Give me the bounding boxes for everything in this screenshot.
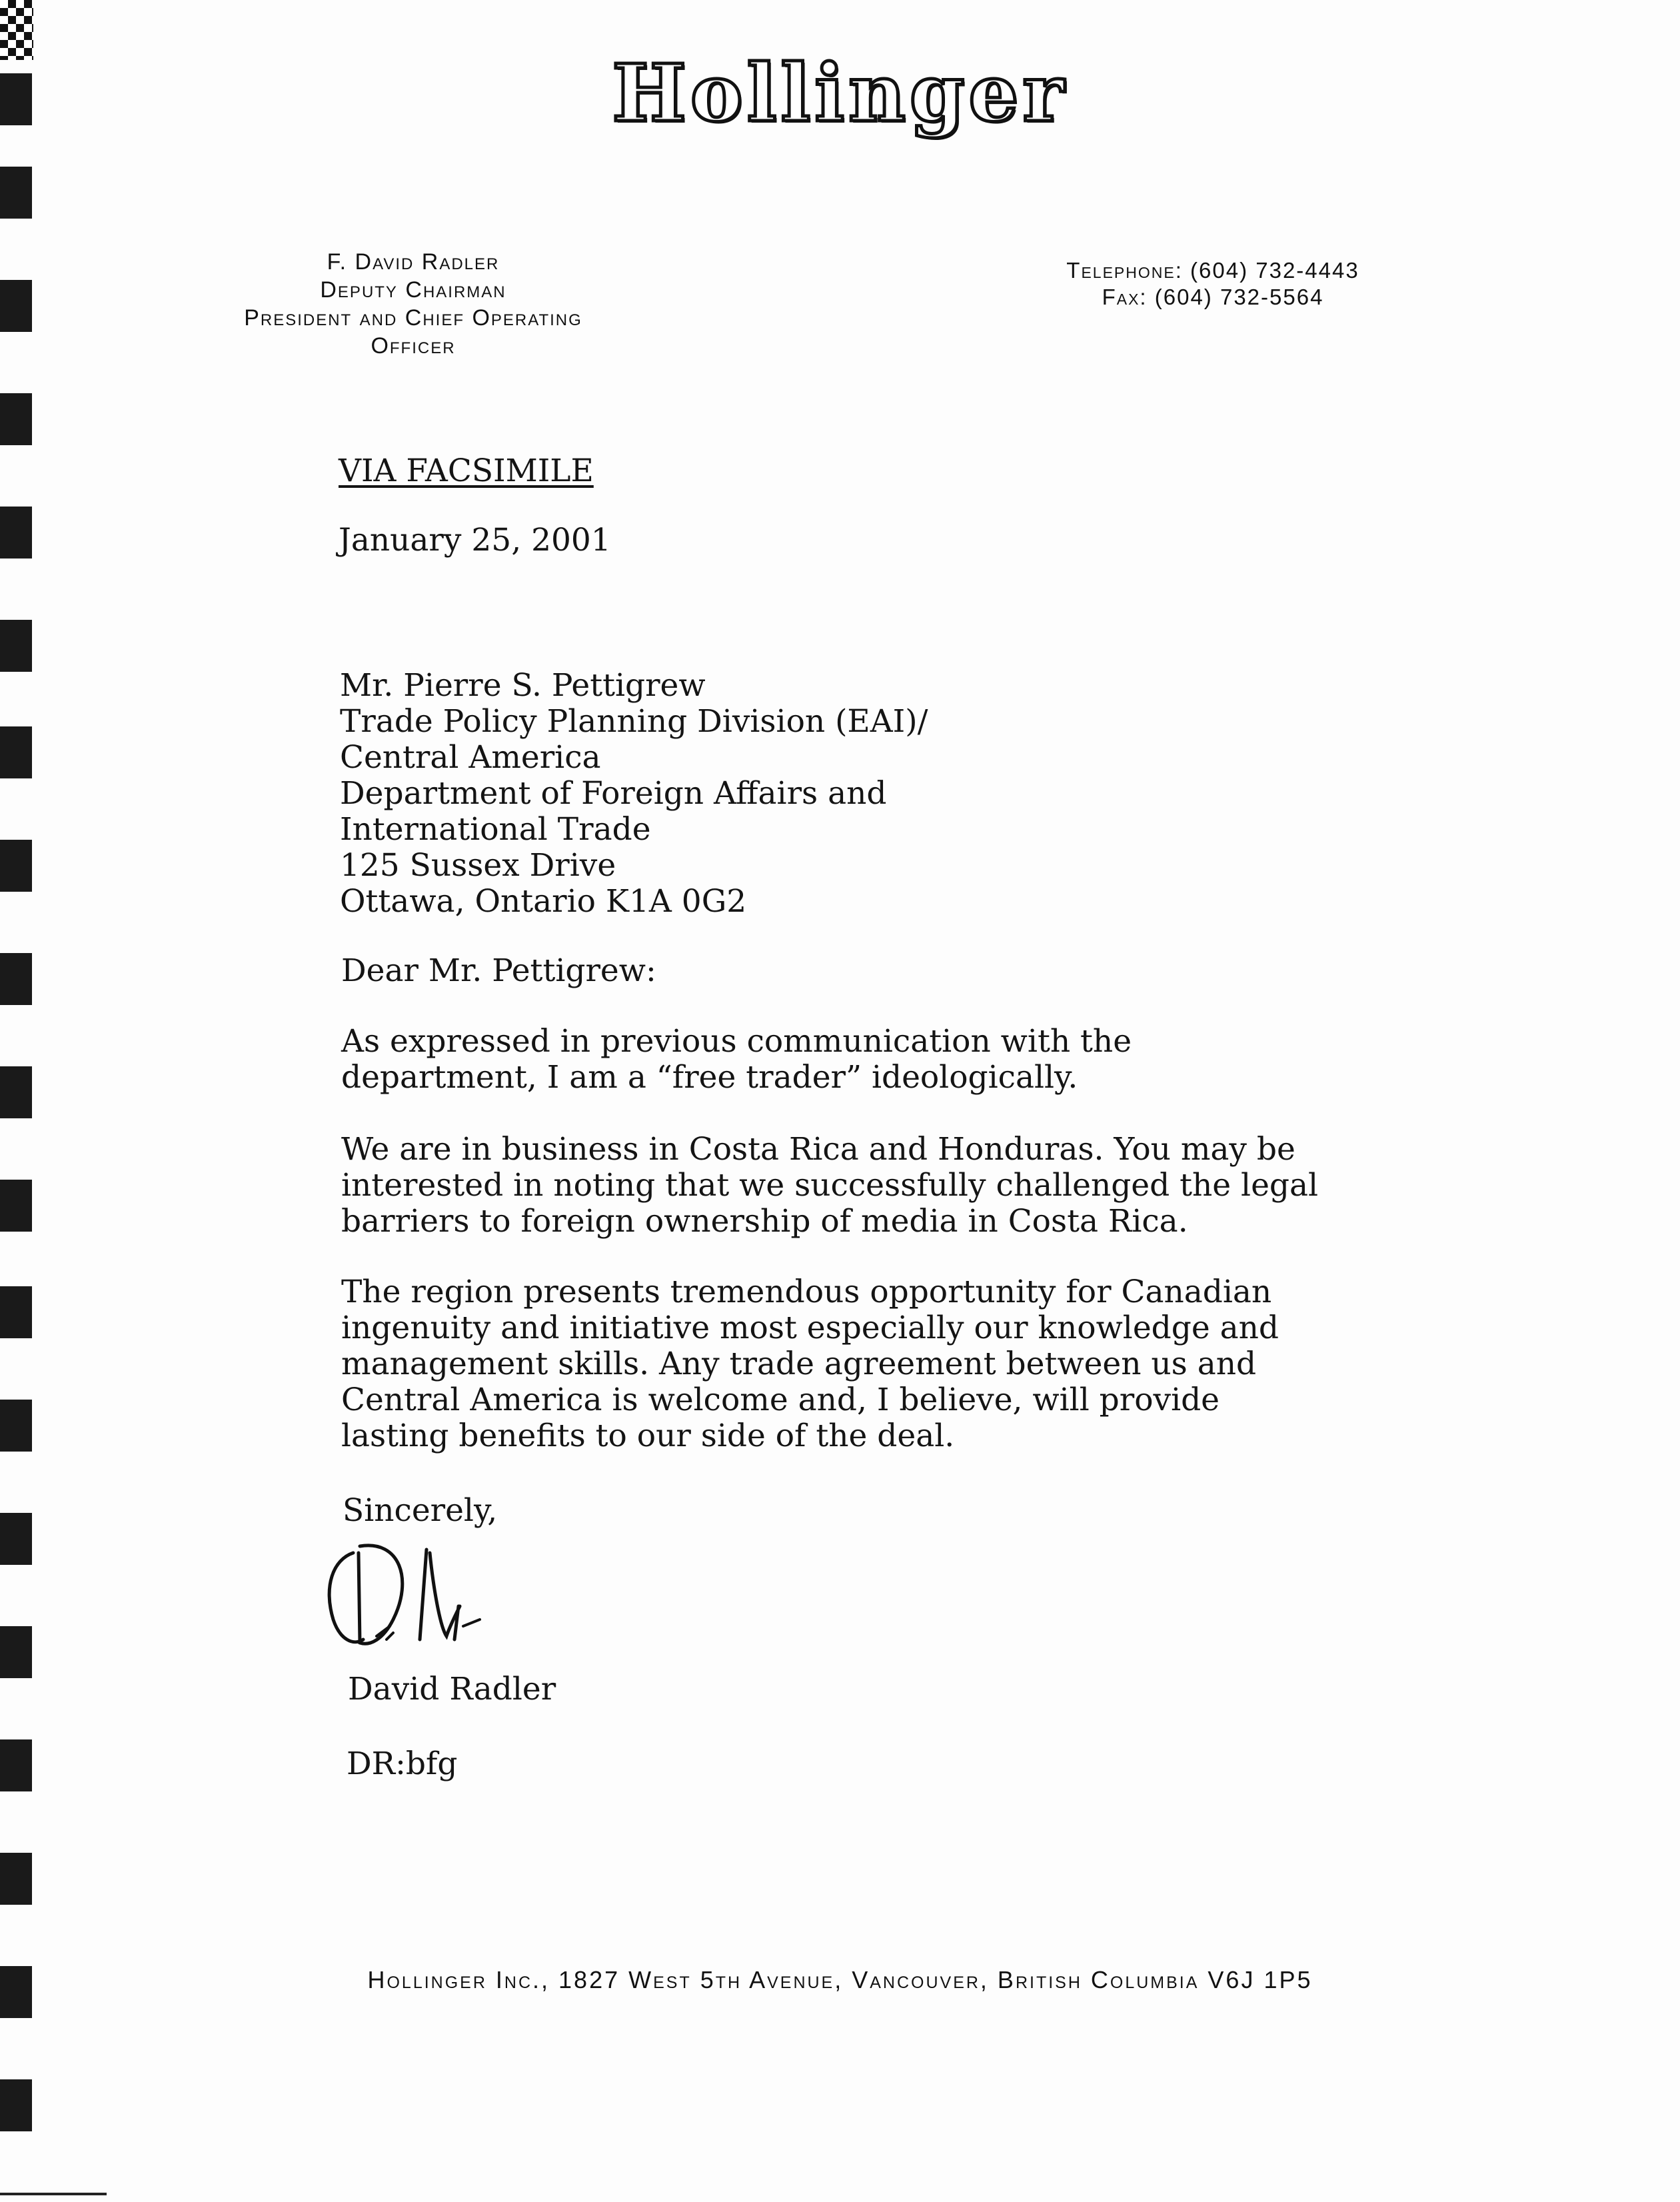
address-line: Mr. Pierre S. Pettigrew	[340, 667, 706, 704]
binding-mark	[0, 1853, 32, 1905]
contact-block	[1040, 257, 1386, 311]
paragraph-2	[341, 1131, 1319, 1240]
binding-mark	[0, 393, 32, 445]
paragraph-1	[341, 1024, 1301, 1096]
salutation: Dear Mr. Pettigrew:	[341, 952, 656, 989]
typist-initials: DR:bfg	[347, 1745, 458, 1782]
delivery-method: VIA FACSIMILE	[339, 453, 594, 489]
recipient-address	[340, 668, 928, 920]
address-line: Ottawa, Ontario K1A 0G2	[340, 883, 747, 920]
signer-name: David Radler	[348, 1671, 556, 1707]
paragraph-line: management skills. Any trade agreement between us and	[341, 1346, 1257, 1382]
paragraph-line: As expressed in previous communication with the	[341, 1023, 1132, 1060]
company-logo: Hollinger	[612, 47, 1068, 139]
handwritten-signature	[313, 1526, 513, 1673]
paragraph-line: interested in noting that we successfully challenged the legal	[341, 1167, 1319, 1204]
binding-mark	[0, 1400, 32, 1452]
telephone-number: Telephone: (604) 732-4443	[1066, 258, 1359, 283]
letter-date: January 25, 2001	[339, 522, 611, 558]
binding-mark	[0, 1626, 32, 1678]
paragraph-line: ingenuity and initiative most especially our knowledge and	[341, 1310, 1279, 1346]
binding-mark	[0, 2079, 32, 2131]
binding-mark	[0, 953, 32, 1005]
executive-title: President and Chief Operating Officer	[244, 305, 582, 359]
binding-mark	[0, 280, 32, 332]
footer-address: Hollinger Inc., 1827 West 5th Avenue, Vancouver, British Columbia V6J 1P5	[367, 1966, 1313, 1993]
binding-mark	[0, 1180, 32, 1232]
scan-bottom-mark	[0, 2193, 107, 2195]
scan-edge-marks	[0, 0, 40, 2202]
address-line: Central America	[340, 739, 601, 776]
executive-block	[200, 248, 626, 360]
executive-name: F. David Radler	[327, 249, 500, 275]
binding-mark	[0, 507, 32, 558]
address-line: Trade Policy Planning Division (EAI)/	[340, 703, 928, 740]
address-line: 125 Sussex Drive	[340, 847, 616, 884]
paragraph-line: lasting benefits to our side of the deal.	[341, 1418, 955, 1454]
binding-mark	[0, 620, 32, 672]
binding-mark	[0, 1286, 32, 1338]
binding-mark	[0, 1513, 32, 1565]
binding-mark	[0, 1739, 32, 1791]
address-line: International Trade	[340, 811, 651, 848]
binding-mark	[0, 167, 32, 219]
paragraph-line: The region presents tremendous opportunity for Canadian	[341, 1274, 1272, 1310]
fax-number: Fax: (604) 732-5564	[1102, 285, 1324, 309]
binding-mark	[0, 726, 32, 778]
binding-mark	[0, 840, 32, 892]
paragraph-line: department, I am a “free trader” ideologically.	[341, 1059, 1078, 1096]
closing: Sincerely,	[343, 1492, 498, 1529]
paragraph-line: barriers to foreign ownership of media in Costa Rica.	[341, 1203, 1188, 1240]
paragraph-3	[341, 1274, 1301, 1454]
address-line: Department of Foreign Affairs and	[340, 775, 887, 812]
paragraph-line: Central America is welcome and, I believe, will provide	[341, 1382, 1220, 1418]
binding-mark	[0, 1066, 32, 1118]
executive-title: Deputy Chairman	[320, 277, 506, 303]
paragraph-line: We are in business in Costa Rica and Honduras. You may be	[341, 1131, 1295, 1168]
